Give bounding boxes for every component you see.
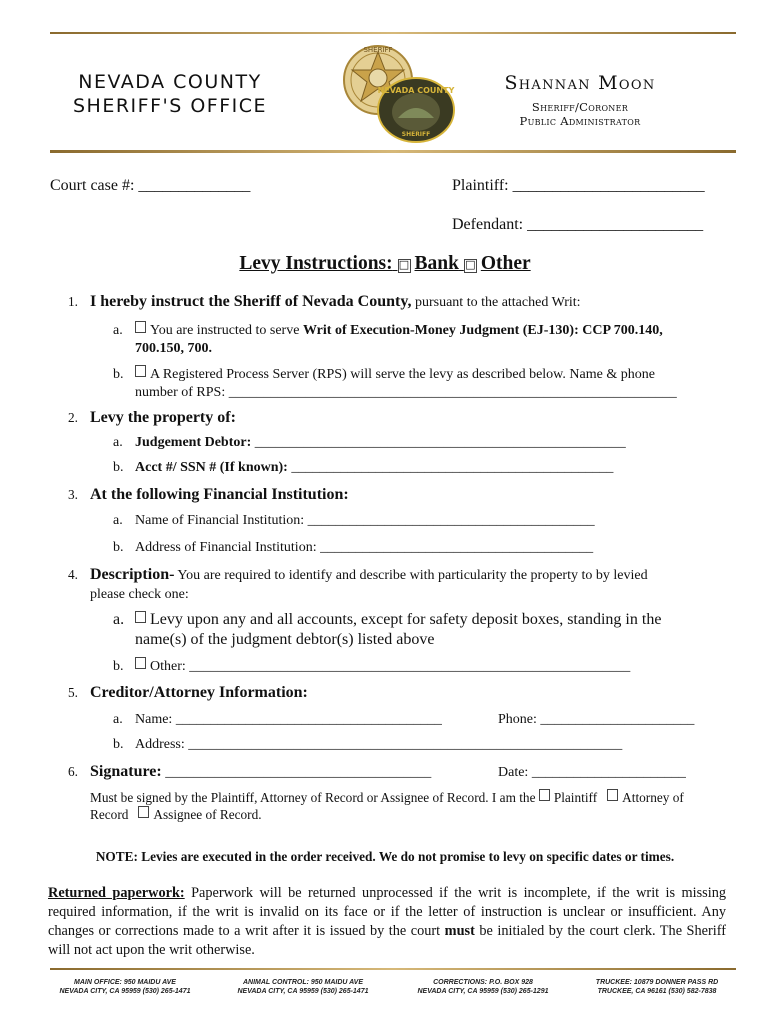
section-3-number: 3.: [68, 487, 78, 502]
section-5b: [113, 737, 622, 753]
section-4a-label: a.: [113, 611, 125, 628]
patch-bottom-text: SHERIFF: [401, 131, 431, 138]
county-patch-icon: [378, 78, 455, 142]
judgement-debtor-field[interactable]: _____________________________________________________: [251, 435, 626, 450]
acct-ssn-label: Acct #/ SSN # (If known):: [135, 460, 288, 475]
creditor-address-field[interactable]: Address: ______________________________________________________________: [135, 737, 623, 752]
other-description-checkbox[interactable]: [135, 657, 146, 669]
signature-field[interactable]: ______________________________________: [161, 765, 432, 780]
footer-animal-control: [228, 978, 378, 996]
bank-checkbox[interactable]: □: [398, 258, 410, 271]
top-rule: [50, 32, 736, 34]
returned-text1: Paperwork will be returned unprocessed if the writ is incomplete, if the writ is missing required information, if the writ is invalid on its face or if the letter of instruction is unclear or insufficient. Any changes or corrections made to a writ after it is issued by the court: [48, 885, 726, 939]
sheriff-name: Shannan Moon: [504, 72, 656, 94]
section-1-heading: I hereby instruct the Sheriff of Nevada County,: [90, 293, 412, 310]
section-1a-label: a.: [113, 323, 123, 338]
section-1a-bold: Writ of Execution-Money Judgment (EJ-130): CCP 700.140,: [302, 323, 663, 338]
writ-checkbox[interactable]: [135, 321, 146, 333]
section-4: [68, 566, 728, 604]
judgement-debtor-label: Judgement Debtor:: [135, 435, 252, 450]
section-2a: [113, 435, 626, 451]
agency-line1: NEVADA COUNTY: [78, 71, 262, 93]
footer-truckee-l1: TRUCKEE: 10879 DONNER PASS RD: [595, 979, 719, 986]
section-3b: [113, 540, 593, 556]
section-5: [68, 684, 308, 702]
returned-label: Returned paperwork:: [48, 885, 185, 901]
footer-truckee-l2: TRUCKEE, CA 96161 (530) 582-7838: [597, 988, 717, 995]
section-1a-bold2: 700.150, 700.: [135, 341, 212, 356]
defendant-field[interactable]: Defendant: ______________________: [452, 216, 704, 233]
sheriff-logo: [332, 38, 462, 144]
section-3a: [113, 513, 595, 529]
creditor-name-field[interactable]: Name: ______________________________________: [135, 712, 442, 727]
section-3b-label: b.: [113, 540, 124, 555]
record-label: Record: [90, 807, 129, 822]
assignee-checkbox[interactable]: [138, 806, 149, 818]
section-1: [68, 293, 581, 311]
sheriff-title2: Public Administrator: [519, 114, 641, 128]
sheriff-info: [470, 72, 690, 128]
institution-address-field[interactable]: Address of Financial Institution: _______________________________________: [135, 540, 594, 555]
section-4b: [113, 657, 630, 675]
court-case-field[interactable]: Court case #: ______________: [50, 177, 251, 194]
date-field[interactable]: Date: ______________________: [498, 765, 686, 780]
assignee-option: Assignee of Record.: [153, 807, 262, 822]
plaintiff-field[interactable]: Plaintiff: ________________________: [452, 177, 705, 194]
section-4a: [113, 610, 713, 650]
attorney-option: Attorney of: [622, 790, 684, 805]
section-3a-label: a.: [113, 513, 123, 528]
section-2-number: 2.: [68, 410, 78, 425]
section-4-rest: You are required to identify and describe with particularity the property to by levied: [174, 568, 648, 583]
order-note: NOTE: Levies are executed in the order received. We do not promise to levy on specific dates or times.: [95, 849, 675, 864]
section-1-rest: pursuant to the attached Writ:: [411, 295, 581, 310]
institution-name-field[interactable]: Name of Financial Institution: _________________________________________: [135, 513, 595, 528]
section-5-heading: Creditor/Attorney Information:: [90, 684, 308, 701]
all-accounts-checkbox[interactable]: [135, 611, 146, 623]
footer-main-office-l2: NEVADA CITY, CA 95959 (530) 265-1471: [59, 988, 191, 995]
footer-main-office-l1: MAIN OFFICE: 950 MAIDU AVE: [74, 979, 176, 986]
section-1b-label: b.: [113, 367, 124, 382]
section-5a: [113, 712, 442, 728]
section-6-number: 6.: [68, 764, 78, 779]
levy-title: [0, 253, 770, 275]
patch-text: NEVADA COUNTY: [377, 86, 455, 95]
header-rule: [50, 150, 736, 153]
footer-corrections-l1: CORRECTIONS: P.O. BOX 928: [433, 979, 533, 986]
section-1-number: 1.: [68, 294, 78, 309]
attorney-checkbox[interactable]: [607, 789, 618, 801]
section-4-heading: Description-: [90, 566, 175, 583]
section-6: [68, 763, 431, 781]
other-checkbox[interactable]: □: [465, 258, 476, 271]
footer-animal-control-l2: NEVADA CITY, CA 95959 (530) 265-1471: [237, 988, 369, 995]
section-5a-label: a.: [113, 712, 123, 727]
section-1b-text: A Registered Process Server (RPS) will serve the levy as described below. Name & phone: [150, 367, 655, 382]
returned-must: must: [444, 923, 475, 939]
rps-field[interactable]: number of RPS: ________________________________________________________________: [135, 385, 677, 400]
section-1a: [113, 321, 713, 358]
section-3: [68, 486, 349, 504]
signature-label: Signature:: [90, 763, 162, 780]
section-2: [68, 409, 236, 427]
returned-text2: be initialed by the court clerk. The Sheriff will not act upon the writ otherwise.: [48, 923, 726, 958]
acct-ssn-field[interactable]: ______________________________________________: [287, 460, 614, 475]
plaintiff-option: Plaintiff: [553, 790, 598, 805]
agency-line2: SHERIFF'S OFFICE: [72, 95, 268, 117]
rps-checkbox[interactable]: [135, 365, 146, 377]
footer-corrections: [408, 978, 558, 996]
sheriff-title1: Sheriff/Coroner: [531, 100, 629, 114]
footer-main-office: [50, 978, 200, 996]
footer-corrections-l2: NEVADA CITY, CA 95959 (530) 265-1291: [417, 988, 549, 995]
bank-label: Bank: [414, 253, 459, 274]
section-2b-label: b.: [113, 460, 124, 475]
agency-name: [50, 70, 290, 118]
returned-paperwork: [48, 884, 726, 960]
section-3-heading: At the following Financial Institution:: [90, 486, 349, 503]
signature-note-text: Must be signed by the Plaintiff, Attorney of Record or Assignee of Record. I am the: [90, 790, 536, 805]
section-5-number: 5.: [68, 685, 78, 700]
section-4-number: 4.: [68, 567, 78, 582]
creditor-phone-field[interactable]: Phone: ______________________: [498, 712, 695, 727]
section-4b-label: b.: [113, 659, 124, 674]
footer-truckee: [582, 978, 732, 996]
footer-animal-control-l1: ANIMAL CONTROL: 950 MAIDU AVE: [242, 979, 364, 986]
section-1b: [113, 365, 713, 402]
other-label: Other: [480, 253, 531, 274]
section-4a-text2: name(s) of the judgment debtor(s) listed above: [135, 631, 435, 648]
section-2b: [113, 460, 613, 476]
plaintiff-checkbox[interactable]: [539, 789, 550, 801]
section-5b-label: b.: [113, 737, 124, 752]
signature-note: [90, 789, 720, 823]
section-1a-text: You are instructed to serve: [150, 323, 303, 338]
levy-title-text: Levy Instructions:: [239, 253, 393, 274]
footer-rule: [50, 968, 736, 970]
other-description-field[interactable]: Other: _______________________________________________________________: [150, 659, 631, 674]
section-4-rest2: please check one:: [90, 587, 189, 602]
star-badge-text: SHERIFF: [363, 46, 393, 54]
section-4a-text: Levy upon any and all accounts, except for safety deposit boxes, standing in the: [150, 611, 662, 628]
section-2-heading: Levy the property of:: [90, 409, 236, 426]
section-2a-label: a.: [113, 435, 123, 450]
